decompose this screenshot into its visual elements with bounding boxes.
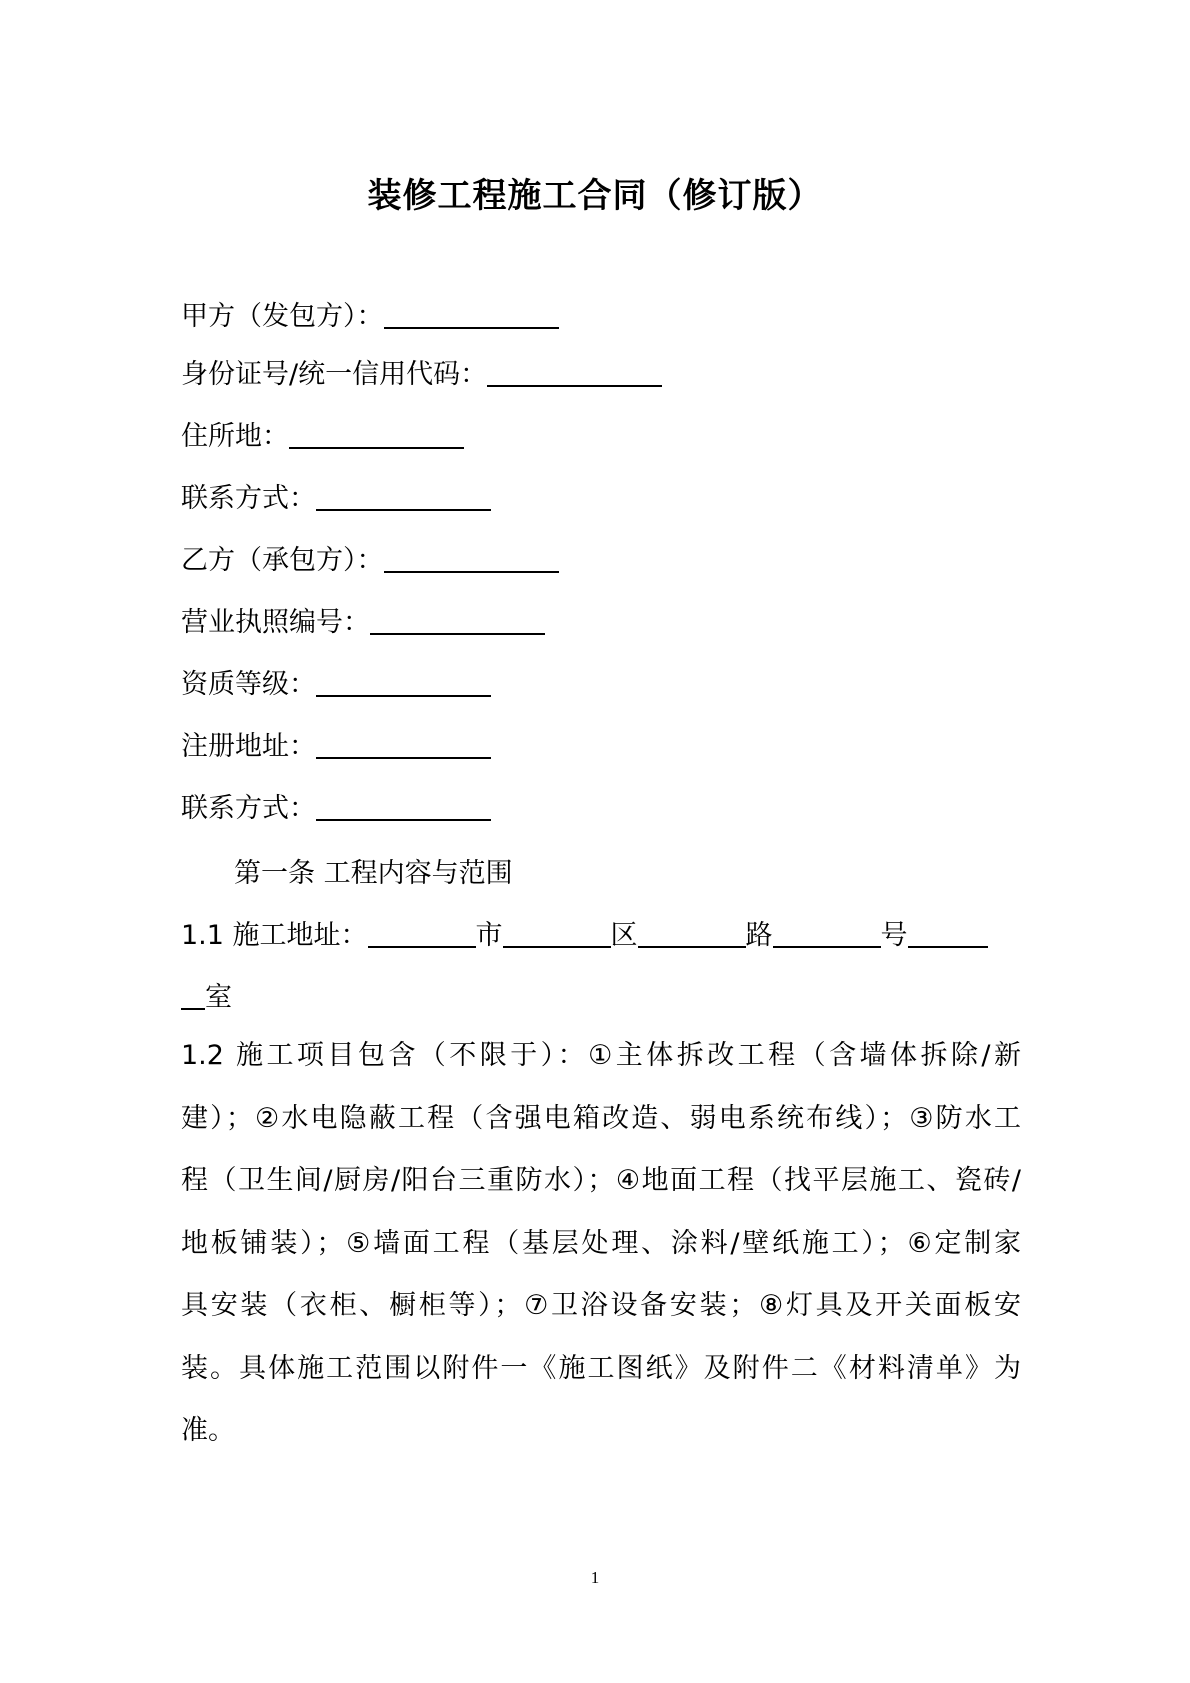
party-b-qualification-field bbox=[181, 668, 491, 702]
party-a-contact-field bbox=[181, 482, 491, 516]
room-label: 室 bbox=[205, 982, 232, 1013]
clause-1-2-line: 1.2 施工项目包含（不限于）：①主体拆改工程（含墙体拆除/新 bbox=[181, 1040, 1021, 1071]
clause-1-2-line: 装。具体施工范围以附件一《施工图纸》及附件二《材料清单》为 bbox=[181, 1352, 1021, 1384]
party-b-qualification-label: 资质等级： bbox=[181, 669, 316, 700]
clause-1-1-prefix: 1.1 施工地址： bbox=[181, 920, 368, 951]
party-a-id-blank bbox=[487, 359, 662, 387]
clause-1-2-line: 准。 bbox=[181, 1415, 235, 1446]
district-label: 区 bbox=[610, 920, 638, 951]
party-b-contact-blank bbox=[316, 793, 491, 821]
road-blank bbox=[638, 920, 746, 948]
party-a-address-blank bbox=[289, 421, 464, 449]
party-a-address-label: 住所地： bbox=[181, 421, 289, 452]
clause-1-1-continued bbox=[181, 981, 232, 1015]
party-a-name-field bbox=[181, 300, 559, 334]
page-number: 1 bbox=[590, 1568, 600, 1587]
district-blank bbox=[503, 920, 611, 948]
clause-1-2-line: 具安装（衣柜、橱柜等）；⑦卫浴设备安装；⑧灯具及开关面板安 bbox=[181, 1290, 1021, 1321]
party-a-name-label: 甲方（发包方）： bbox=[181, 301, 384, 332]
party-a-contact-blank bbox=[316, 483, 491, 511]
city-blank bbox=[368, 920, 476, 948]
number-blank bbox=[773, 920, 881, 948]
party-b-name-blank bbox=[384, 545, 559, 573]
party-b-contact-label: 联系方式： bbox=[181, 793, 316, 824]
clause-1-2-line: 地板铺装）；⑤墙面工程（基层处理、涂料/壁纸施工）；⑥定制家 bbox=[181, 1227, 1021, 1259]
city-label: 市 bbox=[475, 920, 503, 951]
party-b-qualification-blank bbox=[316, 669, 491, 697]
party-b-contact-field bbox=[181, 792, 491, 826]
clause-1-2-paragraph bbox=[181, 1025, 1021, 1463]
room-number-blank-b bbox=[181, 982, 205, 1010]
room-number-blank-a bbox=[908, 920, 988, 948]
party-a-contact-label: 联系方式： bbox=[181, 483, 316, 514]
clause-1-2-line: 建）；②水电隐蔽工程（含强电箱改造、弱电系统布线）；③防水工 bbox=[181, 1102, 1021, 1134]
article-1-heading: 第一条 工程内容与范围 bbox=[234, 858, 513, 889]
party-b-license-label: 营业执照编号： bbox=[181, 607, 370, 638]
party-b-name-label: 乙方（承包方）： bbox=[181, 545, 384, 576]
party-b-license-field bbox=[181, 606, 545, 640]
clause-1-1 bbox=[181, 919, 988, 953]
party-a-address-field bbox=[181, 420, 464, 454]
party-b-address-label: 注册地址： bbox=[181, 731, 316, 762]
party-b-license-blank bbox=[370, 607, 545, 635]
party-b-address-blank bbox=[316, 731, 491, 759]
party-a-id-field bbox=[181, 358, 662, 392]
document-title: 装修工程施工合同（修订版） bbox=[367, 176, 823, 216]
party-b-name-field bbox=[181, 544, 559, 578]
party-a-name-blank bbox=[384, 301, 559, 329]
clause-1-2-line: 程（卫生间/厨房/阳台三重防水）；④地面工程（找平层施工、瓷砖/ bbox=[181, 1165, 1021, 1196]
party-a-id-label: 身份证号/统一信用代码： bbox=[181, 359, 488, 390]
road-label: 路 bbox=[745, 920, 773, 951]
number-label: 号 bbox=[880, 920, 908, 951]
party-b-address-field bbox=[181, 730, 491, 764]
